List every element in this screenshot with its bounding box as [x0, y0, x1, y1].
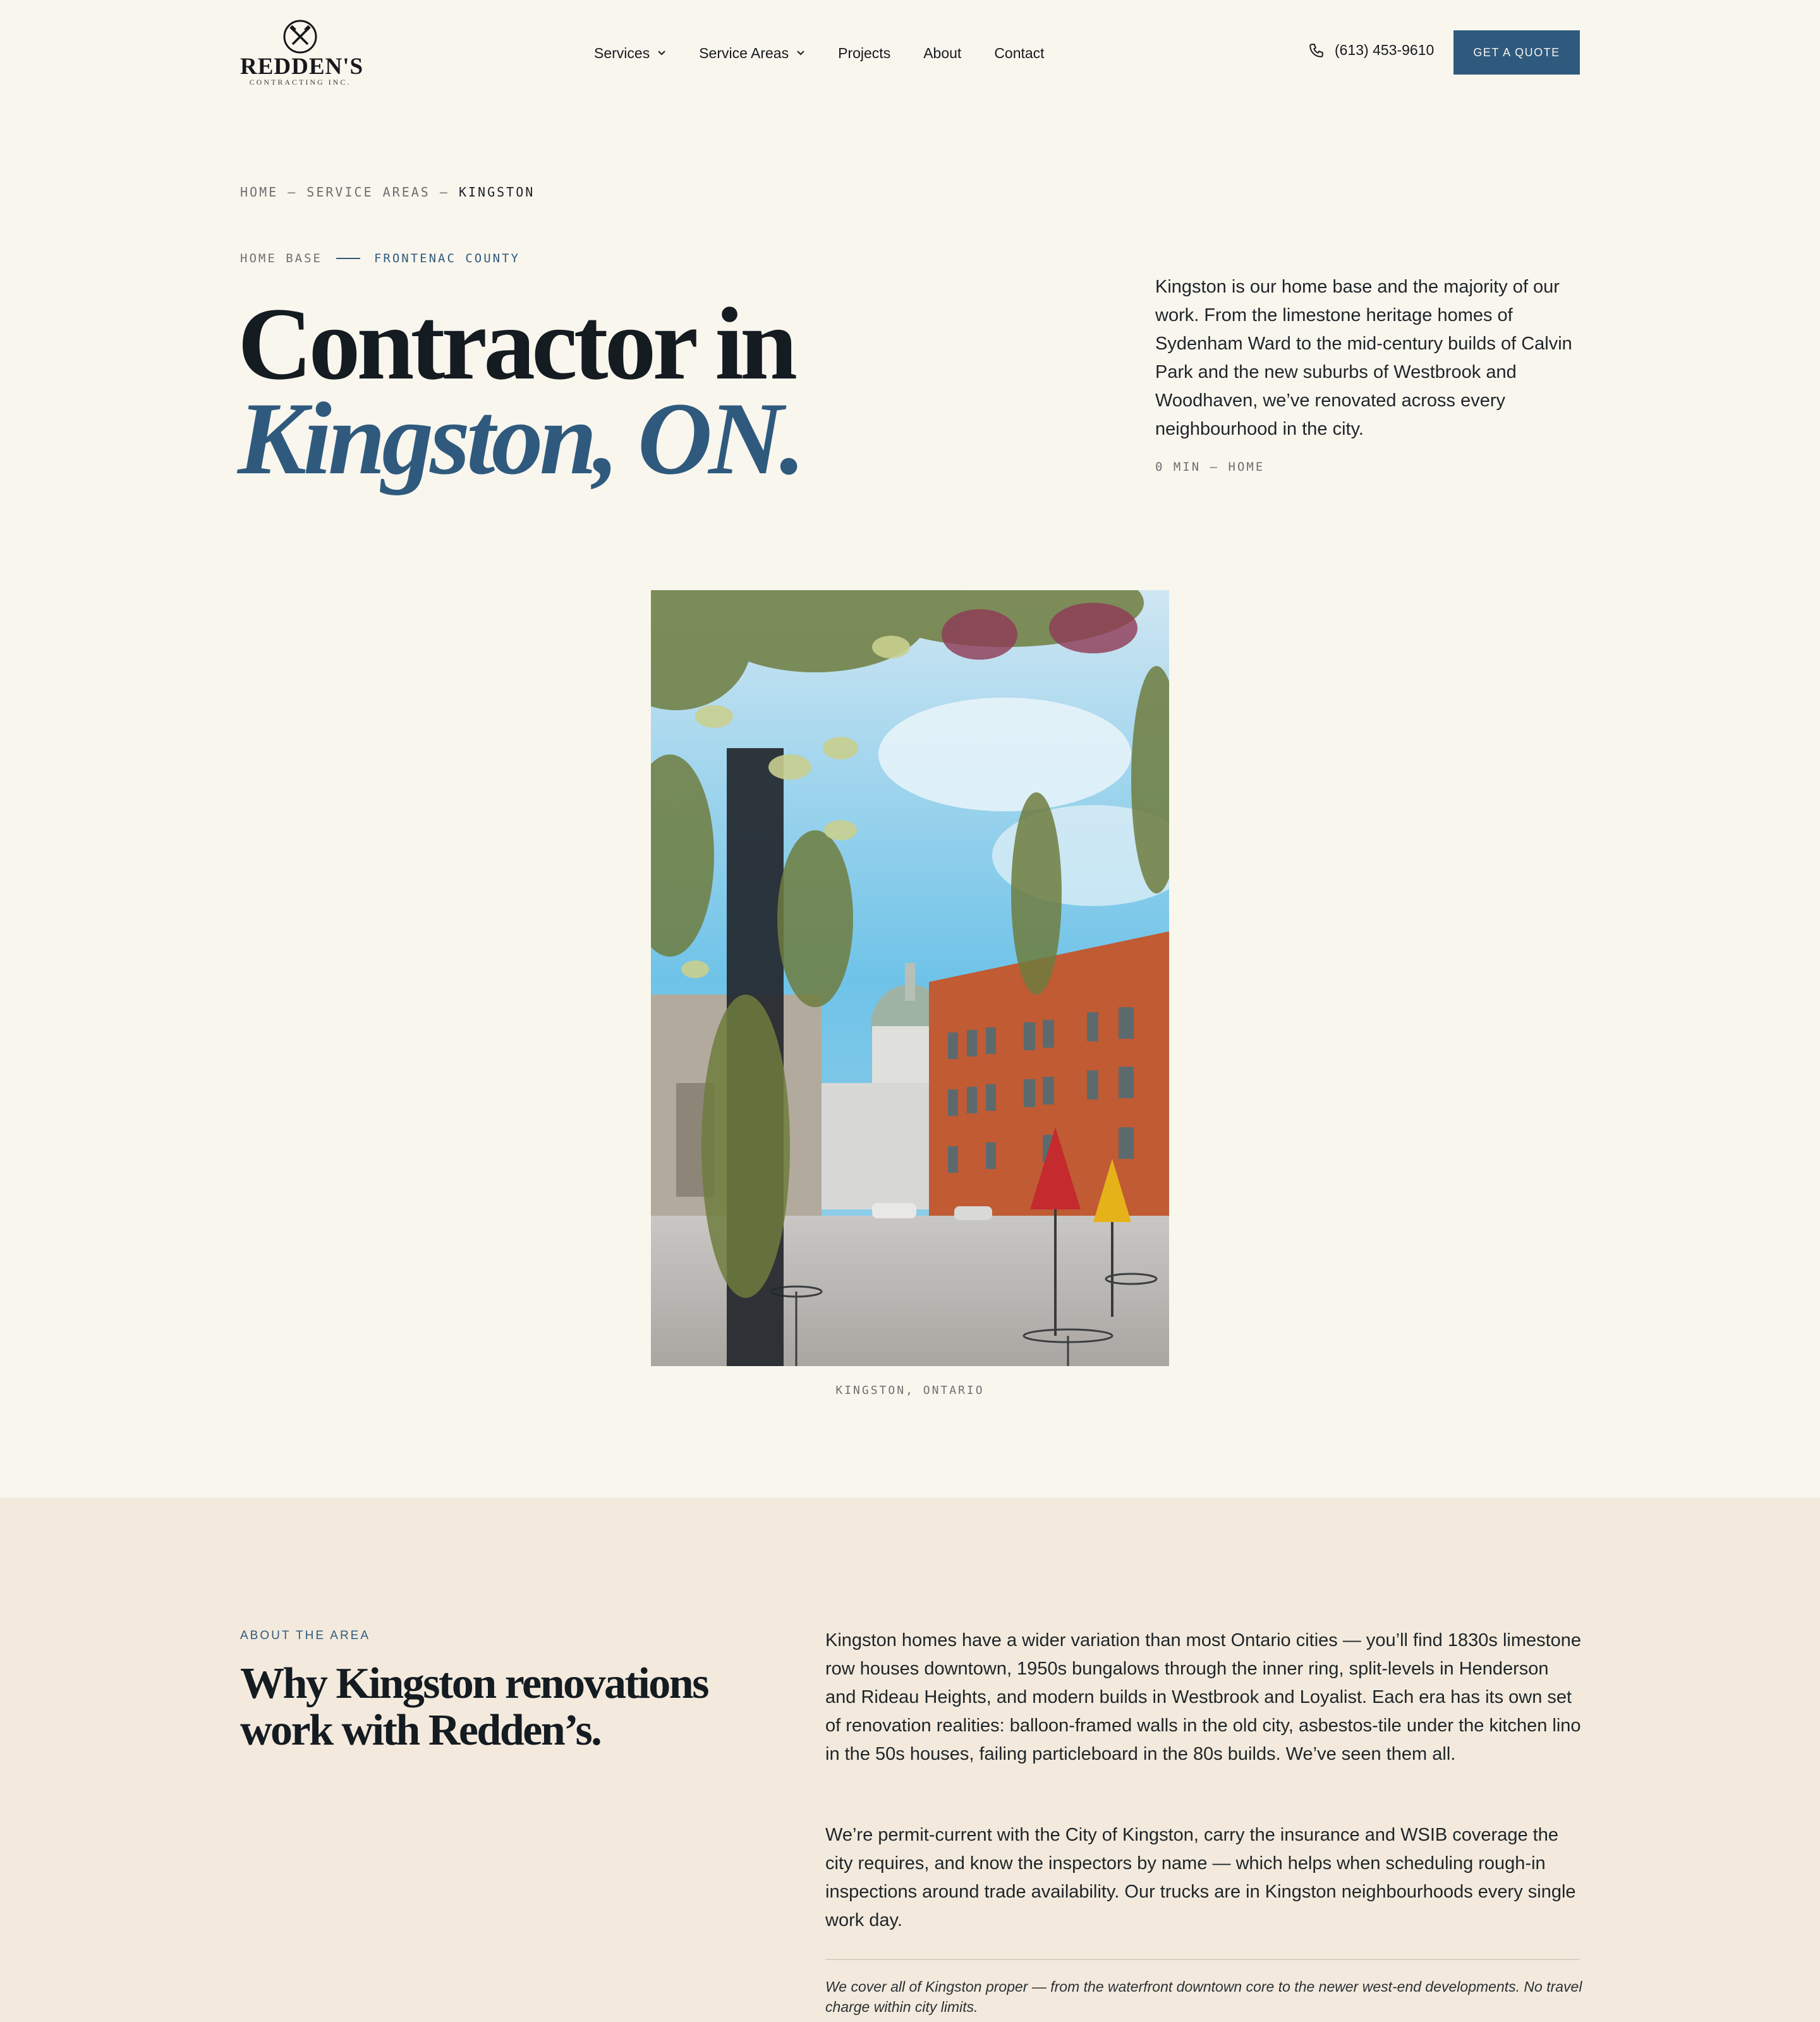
hero-eyebrow-right: FRONTENAC COUNTY — [373, 251, 520, 265]
about-paragraph-2: We’re permit-current with the City of Kingston, carry the insurance and WSIB coverage the city requires, and know the inspectors by name — which helps when scheduling rough-in inspections around trade availability. Our trucks are in Kingston neighbourhoods every single work day. — [825, 1825, 1576, 1930]
site-header — [0, 0, 1820, 107]
crossed-hammers-icon — [282, 19, 318, 54]
page-title — [238, 287, 802, 496]
hero-intro: Kingston is our home base and the majority of our work. From the limestone heritage homes of Sydenham Ward to the mid-century builds of Calvin Park and the new suburbs of Westbrook and Woodhaven, we’ve renovated across every neighbourhood in the city. — [1155, 277, 1572, 439]
nav-projects[interactable] — [838, 45, 890, 62]
hero-eyebrow-left: HOME BASE — [240, 251, 322, 265]
kingston-street-scene-image — [651, 590, 1169, 1366]
nav-contact-label: Contact — [994, 44, 1045, 61]
brand-logo[interactable] — [240, 19, 364, 88]
nav-service-areas[interactable] — [699, 45, 805, 62]
breadcrumb-current: KINGSTON — [458, 185, 535, 200]
about-divider — [825, 1959, 1580, 1960]
nav-contact[interactable] — [994, 45, 1044, 62]
brand-name: REDDEN'S — [240, 54, 364, 80]
breadcrumb-service-areas[interactable]: SERVICE AREAS — [306, 185, 430, 200]
nav-services-label: Services — [594, 44, 650, 61]
breadcrumb-home[interactable]: HOME — [240, 185, 279, 200]
breadcrumb-separator: — — [430, 185, 459, 200]
coverage-note: We cover all of Kingston proper — from the waterfront downtown core to the newer west-end developments. No travel charge within city limits. — [825, 1978, 1582, 2015]
kingston-photo — [651, 590, 1169, 1366]
chevron-down-icon — [796, 50, 805, 56]
breadcrumb-separator: — — [278, 185, 307, 200]
nav-service-areas-label: Service Areas — [699, 44, 789, 61]
brand-tagline: CONTRACTING INC. — [249, 78, 351, 87]
nav-projects-label: Projects — [838, 44, 891, 61]
phone-number: (613) 453-9610 — [1335, 42, 1435, 58]
about-eyebrow: ABOUT THE AREA — [240, 1629, 371, 1642]
nav-services[interactable] — [594, 45, 666, 62]
nav-about-label: About — [923, 44, 962, 61]
main-nav — [594, 40, 1077, 66]
about-paragraph-1: Kingston homes have a wider variation than most Ontario cities — you’ll find 1830s limestone row houses downtown, 1950s bungalows through the inner ring, split-levels in Henderson and Rideau Heights, and modern builds in Westbrook and Loyalist. Each era has its own set of renovation realities: balloon-framed walls in the old city, asbestos-tile under the kitchen lino in the 50s houses, failing particleboard in the 80s builds. We’ve seen them all. — [825, 1630, 1582, 1764]
page-title-line1: Contractor in — [238, 287, 794, 401]
page-title-line2: Kingston, ON. — [238, 382, 802, 496]
get-a-quote-button[interactable]: GET A QUOTE — [1453, 30, 1580, 75]
about-area-section — [0, 1498, 1820, 2022]
photo-caption: KINGSTON, ONTARIO — [835, 1384, 985, 1397]
about-title: Why Kingston renovations work with Redden’s. — [240, 1659, 708, 1755]
hero-eyebrow — [240, 251, 520, 265]
nav-about[interactable] — [923, 45, 961, 62]
phone-icon — [1308, 42, 1325, 59]
phone-link[interactable] — [1308, 42, 1434, 59]
eyebrow-divider — [336, 258, 360, 259]
chevron-down-icon — [657, 50, 666, 56]
breadcrumb — [240, 185, 535, 200]
hero-meta: 0 MIN — HOME — [1155, 460, 1265, 474]
